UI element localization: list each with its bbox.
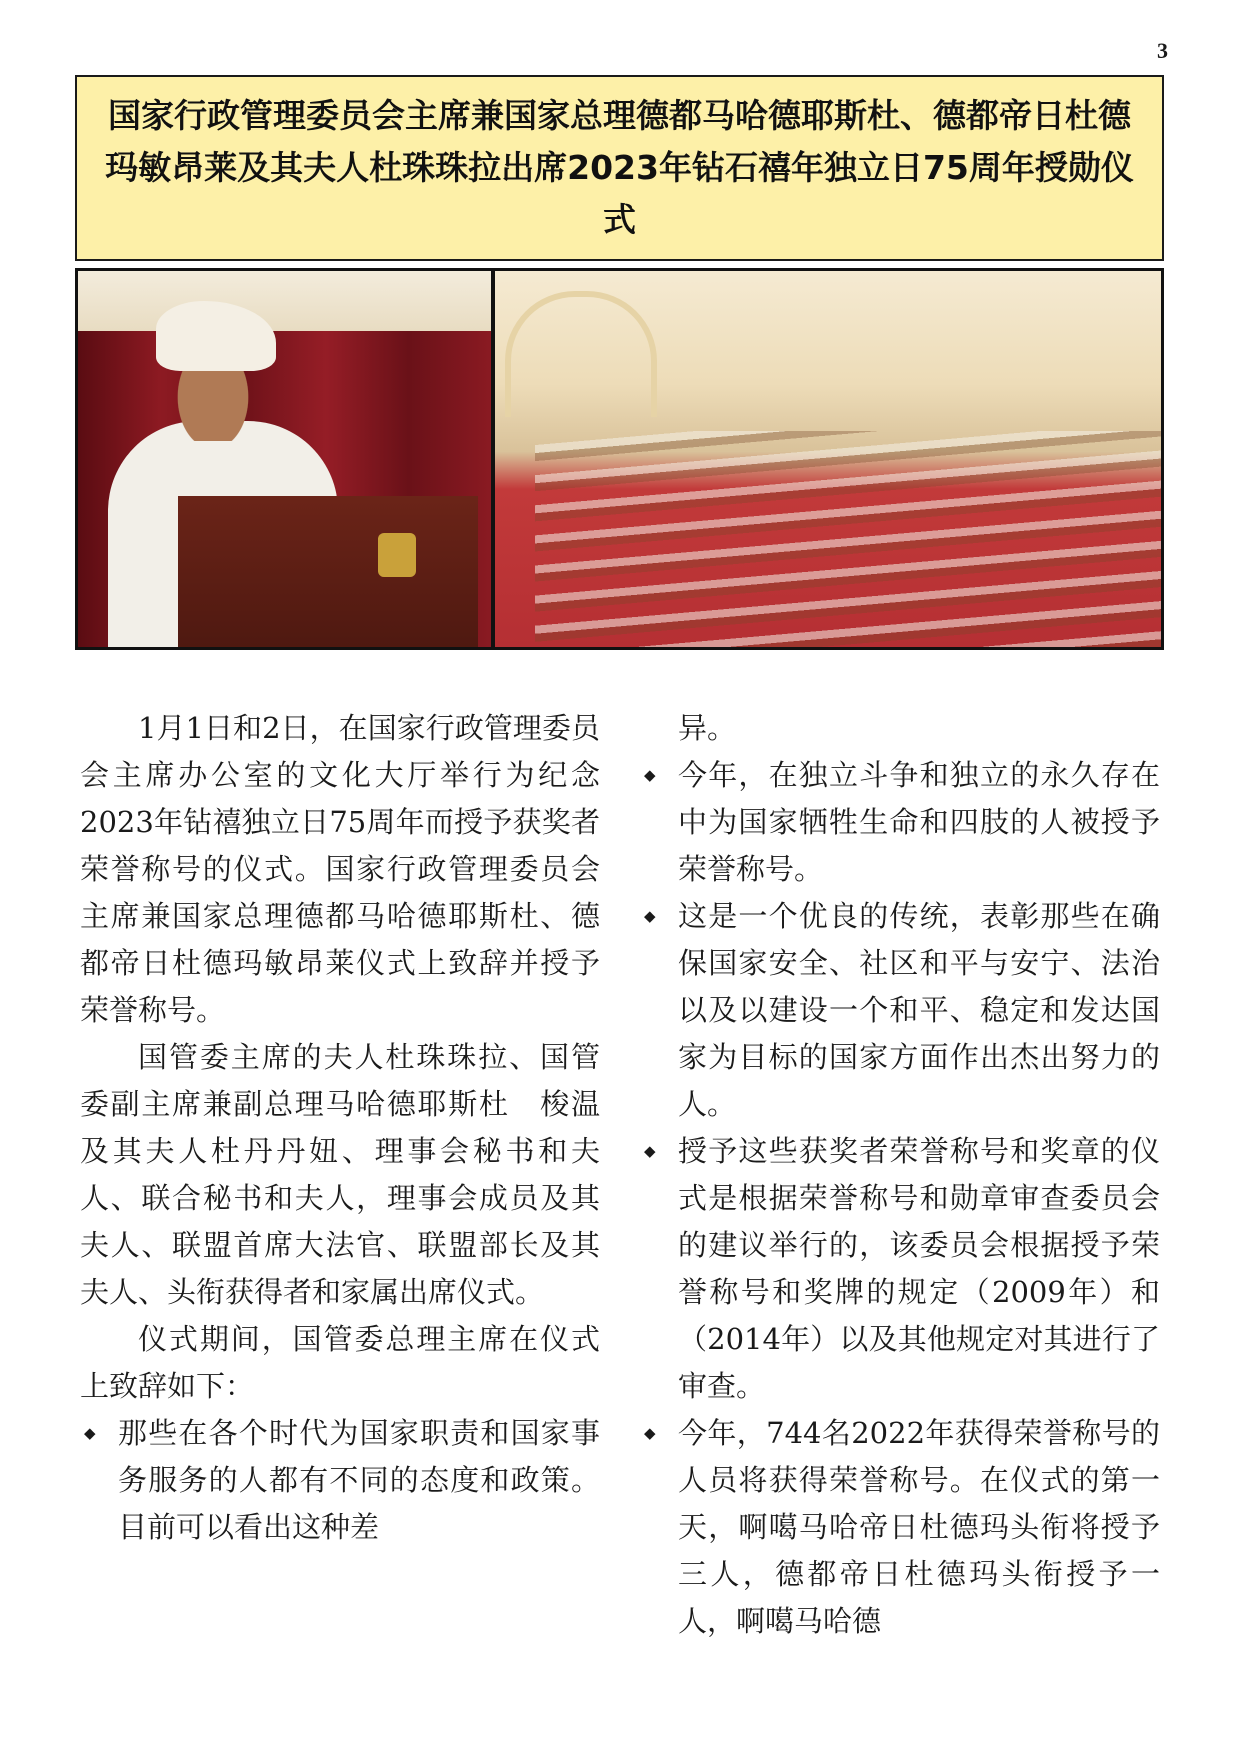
- headline: 国家行政管理委员会主席兼国家总理德都马哈德耶斯杜、德都帝日杜德玛敏昂莱及其夫人杜珠珠拉出席2023年钻石禧年独立日75周年授勋仪式: [105, 96, 1134, 239]
- bullet-item: [640, 893, 1160, 1128]
- bullet-text: 那些在各个时代为国家职责和国家事务服务的人都有不同的态度和政策。目前可以看出这种差: [118, 1416, 600, 1544]
- diamond-bullet-icon: ◆: [644, 1424, 656, 1442]
- paragraph-3: 仪式期间，国管委总理主席在仪式上致辞如下：: [80, 1322, 600, 1403]
- paragraph-1: 1月1日和2日，在国家行政管理委员会主席办公室的文化大厅举行为纪念2023年钻禧独立日75周年而授予获奖者荣誉称号的仪式。国家行政管理委员会主席兼国家总理德都马哈德耶斯杜、德都帝日杜德玛敏昂莱仪式上致辞并授予荣誉称号。: [80, 711, 600, 1027]
- bullet-list-right: [640, 752, 1160, 1645]
- diamond-bullet-icon: ◆: [84, 1424, 96, 1442]
- paragraph-2: 国管委主席的夫人杜珠珠拉、国管委副主席兼副总理马哈德耶斯杜 梭温及其夫人杜丹丹妞、理事会秘书和夫人、联合秘书和夫人，理事会成员及其夫人、联盟首席大法官、联盟部长及其夫人、头衔获得者和家属出席仪式。: [80, 1040, 600, 1309]
- diamond-bullet-icon: ◆: [644, 1142, 656, 1160]
- bullet-item: [640, 1128, 1160, 1410]
- bullet-item: [640, 1410, 1160, 1645]
- speaker-photo: [78, 271, 491, 647]
- photo-strip: [75, 268, 1164, 650]
- speaker-headwear: [156, 301, 276, 371]
- page-number: 3: [1157, 38, 1168, 63]
- bullet-item: [80, 1410, 600, 1551]
- bullet-text: 今年，744名2022年获得荣誉称号的人员将获得荣誉称号。在仪式的第一天，啊噶马哈帝日杜德玛头衔将授予三人，德都帝日杜德玛头衔授予一人，啊噶马哈德: [678, 1416, 1160, 1638]
- bullet-item: [640, 752, 1160, 893]
- audience-hall-photo: [495, 271, 1161, 647]
- bullet-list-left: [80, 1410, 600, 1551]
- bullet-text: 这是一个优良的传统，表彰那些在确保国家安全、社区和平与安宁、法治以及以建设一个和平、稳定和发达国家为目标的国家方面作出杰出努力的人。: [678, 899, 1160, 1121]
- continuation-text: 异。: [678, 711, 737, 745]
- audience-rows: [535, 431, 1161, 647]
- bullet-text: 今年，在独立斗争和独立的永久存在中为国家牺牲生命和四肢的人被授予荣誉称号。: [678, 758, 1160, 886]
- lectern: [178, 496, 478, 647]
- diamond-bullet-icon: ◆: [644, 766, 656, 784]
- state-emblem-icon: [378, 533, 416, 577]
- bullet-text: 授予这些获奖者荣誉称号和奖章的仪式是根据荣誉称号和勋章审查委员会的建议举行的，该委员会根据授予荣誉称号和奖牌的规定（2009年）和（2014年）以及其他规定对其进行了审查。: [678, 1134, 1160, 1403]
- hall-arch: [505, 291, 657, 417]
- headline-box: [75, 75, 1164, 261]
- left-column: [80, 705, 600, 1551]
- diamond-bullet-icon: ◆: [644, 907, 656, 925]
- right-column: [640, 705, 1160, 1645]
